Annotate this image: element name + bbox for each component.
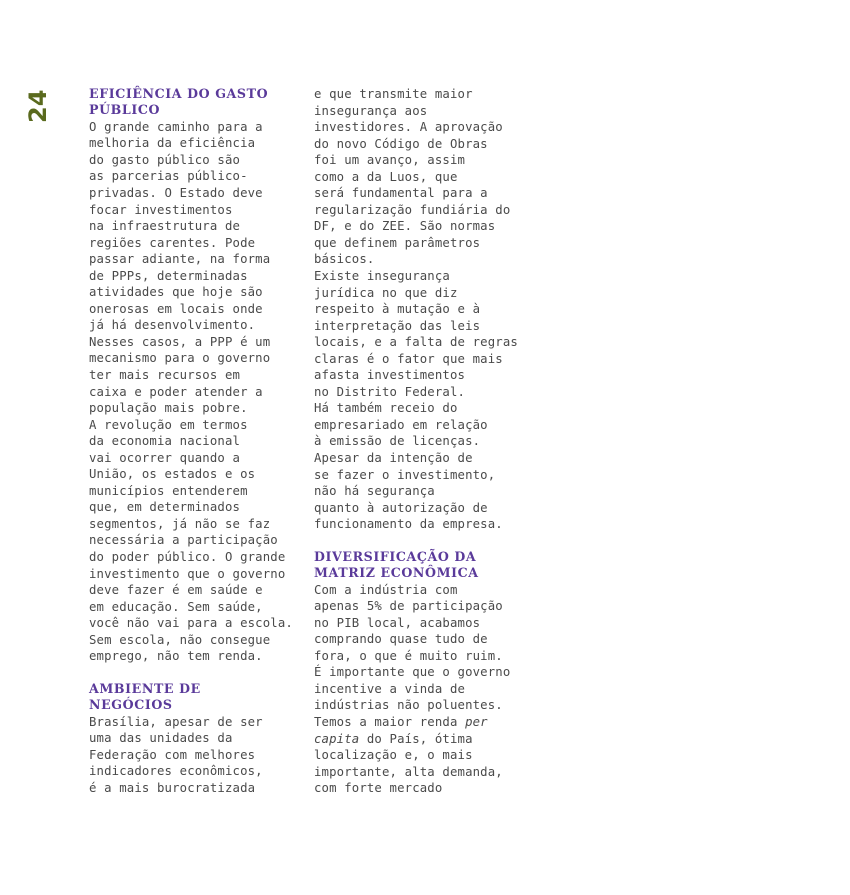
text-line: do poder público. O grande (89, 550, 286, 565)
text-line: se fazer o investimento, (314, 467, 496, 482)
text-line: ter mais recursos em (89, 368, 241, 383)
paragraph-eficiencia (89, 119, 304, 665)
text-line: apenas 5% de participação (314, 599, 503, 614)
text-line: uma das unidades da (89, 731, 233, 746)
text-line: no Distrito Federal. (314, 384, 466, 399)
text-line: Federação com melhores (89, 747, 256, 762)
text-line: indicadores econômicos, (89, 764, 263, 779)
text-line: Com a indústria com (314, 582, 458, 597)
text-line: Nesses casos, a PPP é um (89, 334, 271, 349)
text-line: no PIB local, acabamos (314, 615, 481, 630)
text-line: funcionamento da empresa. (314, 517, 503, 532)
text-line: regiões carentes. Pode (89, 235, 256, 250)
text-line: afasta investimentos (314, 368, 466, 383)
text-line: incentive a vinda de (314, 681, 466, 696)
text-line: do gasto público são (89, 152, 241, 167)
text-line: será fundamental para a (314, 186, 488, 201)
text-line: investimento que o governo (89, 566, 286, 581)
text-line: não há segurança (314, 484, 435, 499)
text-line: onerosas em locais onde (89, 301, 263, 316)
text-line: interpretação das leis (314, 318, 481, 333)
text-line: privadas. O Estado deve (89, 186, 263, 200)
text-line: Brasília, apesar de ser (89, 714, 263, 729)
page-number: 24 (24, 89, 52, 123)
text-line: da economia nacional (89, 434, 241, 449)
text-line: insegurança aos (314, 103, 428, 118)
text-line: segmentos, já não se faz (89, 516, 271, 531)
text-line: Existe insegurança (314, 269, 450, 284)
text-line: que definem parâmetros (314, 235, 481, 250)
text-line: foi um avanço, assim (314, 153, 466, 168)
paragraph-ambiente (89, 714, 304, 797)
text-line: jurídica no que diz (314, 285, 458, 300)
text-line: A revolução em termos (89, 417, 248, 432)
paragraph-diversificacao (314, 582, 544, 797)
text-run: do País, ótima (359, 731, 473, 746)
text-line: e que transmite maior (314, 87, 473, 101)
text-line: mecanismo para o governo (89, 351, 271, 366)
text-line: respeito à mutação e à (314, 302, 481, 317)
heading-line: DIVERSIFICAÇÃO DA (314, 548, 477, 564)
section-heading-ambiente (89, 681, 304, 714)
text-line: passar adiante, na forma (89, 252, 271, 267)
text-line: empresariado em relação (314, 417, 488, 432)
text-line: Sem escola, não consegue (89, 632, 271, 647)
paragraph-continuation (314, 86, 544, 533)
text-run: Temos a maior renda (314, 714, 466, 729)
text-line: fora, o que é muito ruim. (314, 648, 503, 663)
text-line: de PPPs, determinadas (89, 268, 248, 283)
heading-line: MATRIZ ECONÔMICA (314, 565, 479, 581)
text-line: população mais pobre. (89, 401, 248, 416)
text-line: DF, e do ZEE. São normas (314, 219, 496, 234)
text-line: que, em determinados (89, 500, 241, 515)
text-line: do novo Código de Obras (314, 136, 488, 151)
text-line: municípios entenderem (89, 483, 248, 498)
text-line: investidores. A aprovação (314, 120, 503, 135)
text-line: é a mais burocratizada (89, 780, 256, 795)
heading-line: EFICIÊNCIA DO GASTO (89, 86, 269, 101)
text-line: necessária a participação (89, 533, 278, 548)
text-line (314, 731, 544, 748)
text-line: básicos. (314, 252, 375, 267)
text-line: locais, e a falta de regras (314, 335, 518, 350)
heading-line: PÚBLICO (89, 102, 161, 118)
text-line: em educação. Sem saúde, (89, 599, 263, 614)
left-column (89, 86, 304, 796)
text-line: na infraestrutura de (89, 219, 241, 234)
italic-text: per (465, 714, 488, 729)
text-line: como a da Luos, que (314, 169, 458, 184)
text-line: indústrias não poluentes. (314, 698, 503, 713)
text-line: caixa e poder atender a (89, 384, 263, 399)
text-line: deve fazer é em saúde e (89, 583, 263, 598)
heading-line: NEGÓCIOS (89, 697, 173, 713)
text-line: à emissão de licenças. (314, 434, 481, 449)
text-line: É importante que o governo (314, 665, 511, 680)
text-line: as parcerias público- (89, 169, 248, 184)
text-line: localização e, o mais (314, 748, 473, 763)
text-line: Há também receio do (314, 401, 458, 416)
text-line: com forte mercado (314, 781, 443, 796)
text-line (314, 714, 544, 731)
text-line: já há desenvolvimento. (89, 318, 256, 333)
section-heading-eficiencia (89, 86, 304, 119)
text-line: Apesar da intenção de (314, 451, 473, 466)
text-line: claras é o fator que mais (314, 351, 503, 366)
section-heading-diversificacao (314, 549, 544, 582)
text-line: focar investimentos (89, 202, 233, 217)
heading-line: AMBIENTE DE (89, 680, 201, 696)
text-line: emprego, não tem renda. (89, 649, 263, 664)
text-line: O grande caminho para a (89, 119, 263, 134)
text-line: você não vai para a escola. (89, 616, 293, 631)
text-line: importante, alta demanda, (314, 764, 503, 779)
text-line: União, os estados e os (89, 467, 256, 482)
text-line: atividades que hoje são (89, 285, 263, 300)
text-line: vai ocorrer quando a (89, 450, 241, 465)
text-line: regularização fundiária do (314, 202, 511, 217)
right-column (314, 86, 544, 797)
text-line: quanto à autorização de (314, 500, 488, 515)
text-line: melhoria da eficiência (89, 136, 256, 151)
italic-text: capita (314, 731, 360, 746)
text-line: comprando quase tudo de (314, 632, 488, 647)
